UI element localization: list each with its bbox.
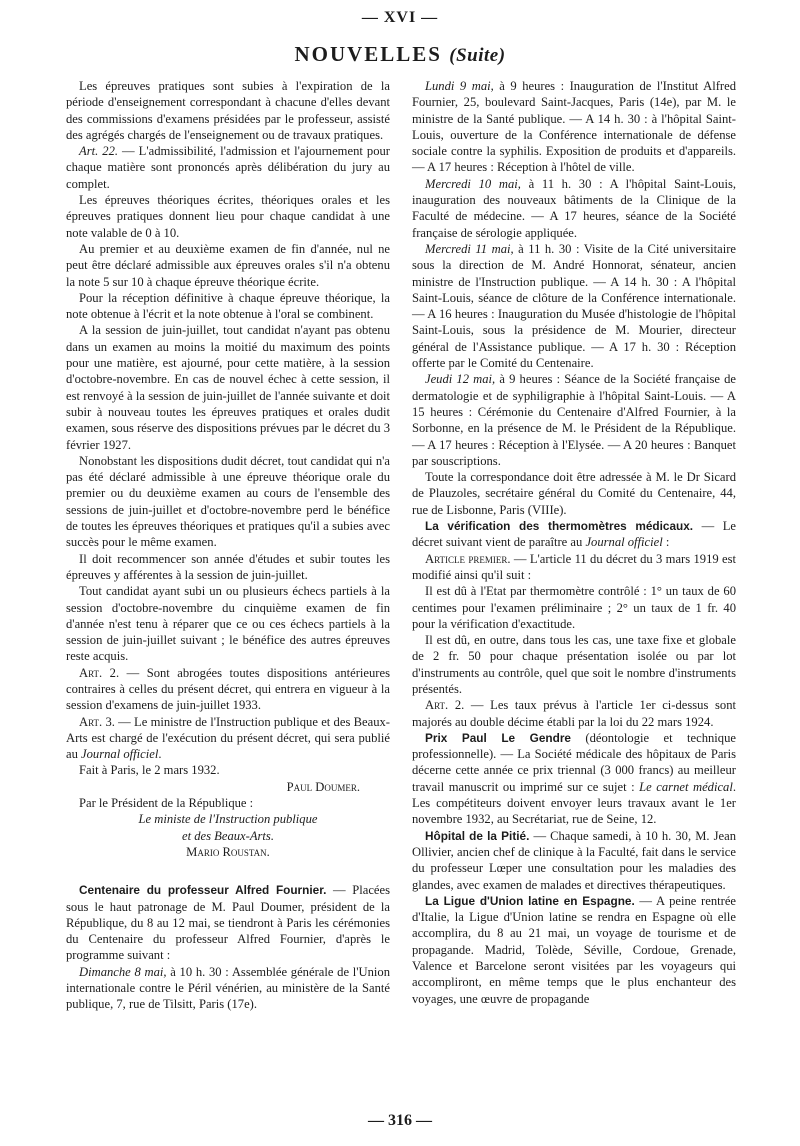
left-column	[66, 78, 390, 1013]
minister-title: Le ministe de l'Instruction publique	[138, 812, 318, 827]
paragraph: Par le Président de la République :	[79, 796, 254, 811]
paragraph: A la session de juin-juillet, tout candidat n'ayant pas obtenu dans un examen au moins la moitié du maximum des points pour une matière, est ajourné, pour cette matière, à la session d'octobre-novembre. En cas de nouvel échec à cette session, il est renvoyé à la session de juin-juillet de l'année suivante et doit subir à nouveau toutes les épreuves pratiques et orales dudit examen, sous réserve des dispositions prévues par le décret du 3 février 1927.	[66, 323, 390, 452]
dateline: Fait à Paris, le 2 mars 1932.	[79, 763, 220, 778]
paragraph: La vérification des thermomètres médicaux. — Le décret suivant vient de paraître au Journal officiel :	[412, 519, 736, 550]
title-suffix: (Suite)	[449, 45, 506, 66]
paragraph: Article premier. — L'article 11 du décret du 3 mars 1919 est modifié ainsi qu'il suit :	[412, 551, 736, 582]
minister-title: et des Beaux-Arts.	[182, 828, 274, 843]
paragraph: Art. 22. — L'admissibilité, l'admission et l'ajournement pour chaque matière sont prononcés après délibération du jury au complet.	[66, 144, 390, 191]
paragraph: Mercredi 10 mai, à 11 h. 30 : A l'hôpital Saint-Louis, inauguration des nouveaux bâtiments de la Clinique de la Faculté de médecine. — A 17 heures, séance de la Société française de sérologie appliquée.	[412, 176, 736, 240]
paragraph: Au premier et au deuxième examen de fin d'année, nul ne peut être déclaré admissible aux épreuves orales s'il n'a obtenu la note 5 sur 10 à chaque épreuve théorique écrite.	[66, 241, 390, 289]
article-heading: Prix Paul Le Gendre	[425, 730, 571, 745]
signature: Mario Roustan.	[186, 844, 270, 859]
paragraph: Nonobstant les dispositions dudit décret, tout candidat qui n'a pas été déclaré admissible à une épreuve théorique orale du premier ou du deuxième examen au cours de l'ensemble des sessions de juin-juillet et d'octobre-novembre perd le bénéfice de toutes les épreuves théoriques et pratiques qu'il a subies avec succès pour le même examen.	[66, 453, 390, 550]
article-heading: Hôpital de la Pitié.	[425, 828, 530, 843]
running-head: — XVI —	[361, 9, 439, 26]
paragraph: Pour la réception définitive à chaque épreuve théorique, la note obtenue à l'écrit et la note obtenue à l'oral se combinent.	[66, 290, 390, 322]
paragraph: Jeudi 12 mai, à 9 heures : Séance de la Société française de dermatologie et de syphiligraphie à l'hôpital Saint-Louis. — A 15 heures : Cérémonie du Centenaire d'Alfred Fournier, à la Sorbonne, en la présence de M. le Président de la République. — A 17 heures : Réception à l'Elysée. — A 20 heures : Banquet par souscriptions.	[412, 372, 737, 468]
paragraph: La Ligue d'Union latine en Espagne. — A peine rentrée d'Italie, la Ligue d'Union latine se rendra en Espagne où elle accomplira, du 8 au 21 mai, un voyage de tourisme et de propagande. Madrid, Tolède, Séville, Cordoue, Grenade, Valence et Barcelone seront visitées par les voyageurs qui accompliront, en même temps que le plus enchanteur des voyages, une œuvre de propagande	[412, 893, 737, 1006]
paragraph: Les épreuves théoriques écrites, théoriques orales et les épreuves pratiques donnent lieu pour chaque candidat à une note valable de 0 à 10.	[66, 193, 390, 240]
paragraph: Il doit recommencer son année d'études et subir toutes les épreuves y afférentes à la session de juin-juillet.	[66, 551, 390, 582]
paragraph: Art. 2. — Sont abrogées toutes dispositions antérieures contraires à celles du présent décret, qui entrera en vigueur à la session d'examens de juin-juillet 1933.	[66, 665, 390, 713]
right-column	[412, 78, 736, 1007]
paragraph: Centenaire du professeur Alfred Fournier. — Placées sous le haut patronage de M. Paul Doumer, président de la République, du 8 au 12 mai, se tiendront à Paris les cérémonies du Centenaire du professeur Alfred Fournier, d'après le programme suivant :	[66, 883, 390, 963]
title-text: NOUVELLES	[294, 42, 442, 66]
page-number: — 316 —	[368, 1112, 432, 1129]
paragraph: Toute la correspondance doit être adressée à M. le Dr Sicard de Plauzoles, secrétaire général du Comité du Centenaire, 44, rue de Lisbonne, Paris (VIIIe).	[412, 470, 736, 517]
paragraph: Art. 3. — Le ministre de l'Instruction publique et des Beaux-Arts est chargé de l'exécution du présent décret, qui sera publié au Journal officiel.	[66, 714, 390, 762]
article-heading: La vérification des thermomètres médicaux.	[425, 519, 694, 534]
paragraph: Dimanche 8 mai, à 10 h. 30 : Assemblée générale de l'Union internationale contre le Péril vénérien, au ministère de la Santé publique, 7, rue de Tilsitt, Paris (17e).	[66, 964, 390, 1012]
paragraph: Tout candidat ayant subi un ou plusieurs échecs partiels à la session d'octobre-novembre du cinquième examen de fin d'année n'est tenu à réparer que ce ou ces échecs partiels à la session de juin-juillet suivant ; le bénéfice des autres épreuves reste acquis.	[66, 584, 390, 664]
paragraph: Hôpital de la Pitié. — Chaque samedi, à 10 h. 30, M. Jean Ollivier, ancien chef de clinique à la Faculté, fait dans le service du professeur Lœper une consultation pour les maladies des glandes, avec examen de malades et directives thérapeutiques.	[412, 828, 736, 892]
article-heading: La Ligue d'Union latine en Espagne.	[425, 893, 635, 908]
paragraph: Lundi 9 mai, à 9 heures : Inauguration de l'Institut Alfred Fournier, 25, boulevard Saint-Jacques, Paris (14e), par M. le ministre de la Santé publique. — A 14 h. 30 : à l'hôpital Saint-Louis, ouverture de la Conférence internationale de défense sociale contre la syphilis. Exposition de produits et d'appareils. — A 17 heures : Réception à l'hôtel de ville.	[412, 79, 736, 175]
paragraph: Mercredi 11 mai, à 11 h. 30 : Visite de la Cité universitaire sous la direction de M. André Honnorat, sénateur, ancien ministre de l'Instruction publique. — A 14 h. 30 : A l'hôpital Saint-Louis, séance de clôture de la Conférence internationale. — A 16 heures : Inauguration du Musée d'histologie de l'hôpital Saint-Louis, sous la présidence de M. Mourier, directeur général de l'Assistance publique. — A 17 h. 30 : Réception offerte par le Comité du Centenaire.	[412, 241, 736, 371]
signature: Paul Doumer.	[286, 779, 360, 794]
section-title	[0, 42, 800, 67]
paragraph: Il est dû à l'Etat par thermomètre contrôlé : 1° un taux de 60 centimes pour l'examen préliminaire ; 2° un taux de 1 fr. 40 pour la vérification d'exactitude.	[412, 584, 736, 631]
article-heading: Centenaire du professeur Alfred Fournier.	[79, 883, 327, 898]
paragraph: Prix Paul Le Gendre (déontologie et technique professionnelle). — La Société médicale des hôpitaux de Paris décerne cette année ce prix triennal (3 000 francs) au meilleur travail manuscrit ou imprimé sur ce sujet : Le carnet médical. Les compétiteurs doivent envoyer leurs travaux avant le 1er novembre 1932, au Secrétariat, rue de Seine, 12.	[412, 730, 736, 827]
paragraph: Il est dû, en outre, dans tous les cas, une taxe fixe et globale de 2 fr. 50 pour chaque présentation isolée ou par lot d'instruments au contrôle, quel que soit le nombre d'instruments présentés.	[412, 633, 736, 696]
paragraph: Art. 2. — Les taux prévus à l'article 1er ci-dessus sont majorés au double décime établi par la loi du 22 mars 1924.	[412, 698, 736, 729]
paragraph: Les épreuves pratiques sont subies à l'expiration de la période d'enseignement correspondant à chacune d'elles devant des commissions d'examens présidées par le professeur, assisté des agrégés chargés de l'enseignement ou de travaux pratiques.	[66, 79, 390, 142]
